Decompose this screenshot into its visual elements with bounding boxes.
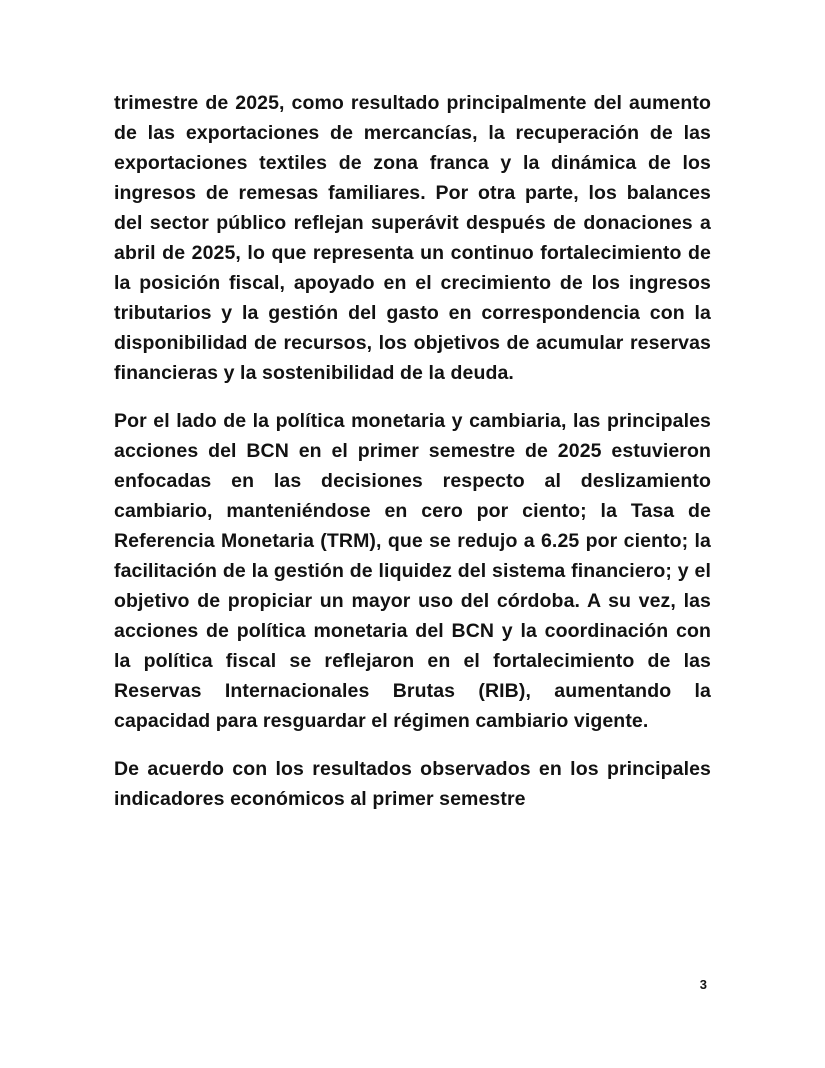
body-paragraph-3: De acuerdo con los resultados observados en los principales indicadores económicos al primer semestre (114, 758, 711, 810)
page-number: 3 (699, 977, 707, 992)
body-paragraph-2: Por el lado de la política monetaria y cambiaria, las principales acciones del BCN en el primer semestre de 2025 estuvieron enfocadas en las decisiones respecto al deslizamiento cambiario, manteniéndose en cero por ciento; la Tasa de Referencia Monetaria (TRM), que se redujo a 6.25 por ciento; la facilitación de la gestión de liquidez del sistema financiero; y el objetivo de propiciar un mayor uso del córdoba. A su vez, las acciones de política monetaria del BCN y la coordinación con la política fiscal se reflejaron en el fortalecimiento de las Reservas Internacionales Brutas (RIB), aumentando la capacidad para resguardar el régimen cambiario vigente. (114, 410, 711, 732)
page-footer (114, 976, 711, 994)
document-body (114, 88, 711, 814)
body-paragraph-1: trimestre de 2025, como resultado principalmente del aumento de las exportaciones de mercancías, la recuperación de las exportaciones textiles de zona franca y la dinámica de los ingresos de remesas familiares. Por otra parte, los balances del sector público reflejan superávit después de donaciones a abril de 2025, lo que representa un continuo fortalecimiento de la posición fiscal, apoyado en el crecimiento de los ingresos tributarios y la gestión del gasto en correspondencia con la disponibilidad de recursos, los objetivos de acumular reservas financieras y la sostenibilidad de la deuda. (114, 92, 711, 384)
